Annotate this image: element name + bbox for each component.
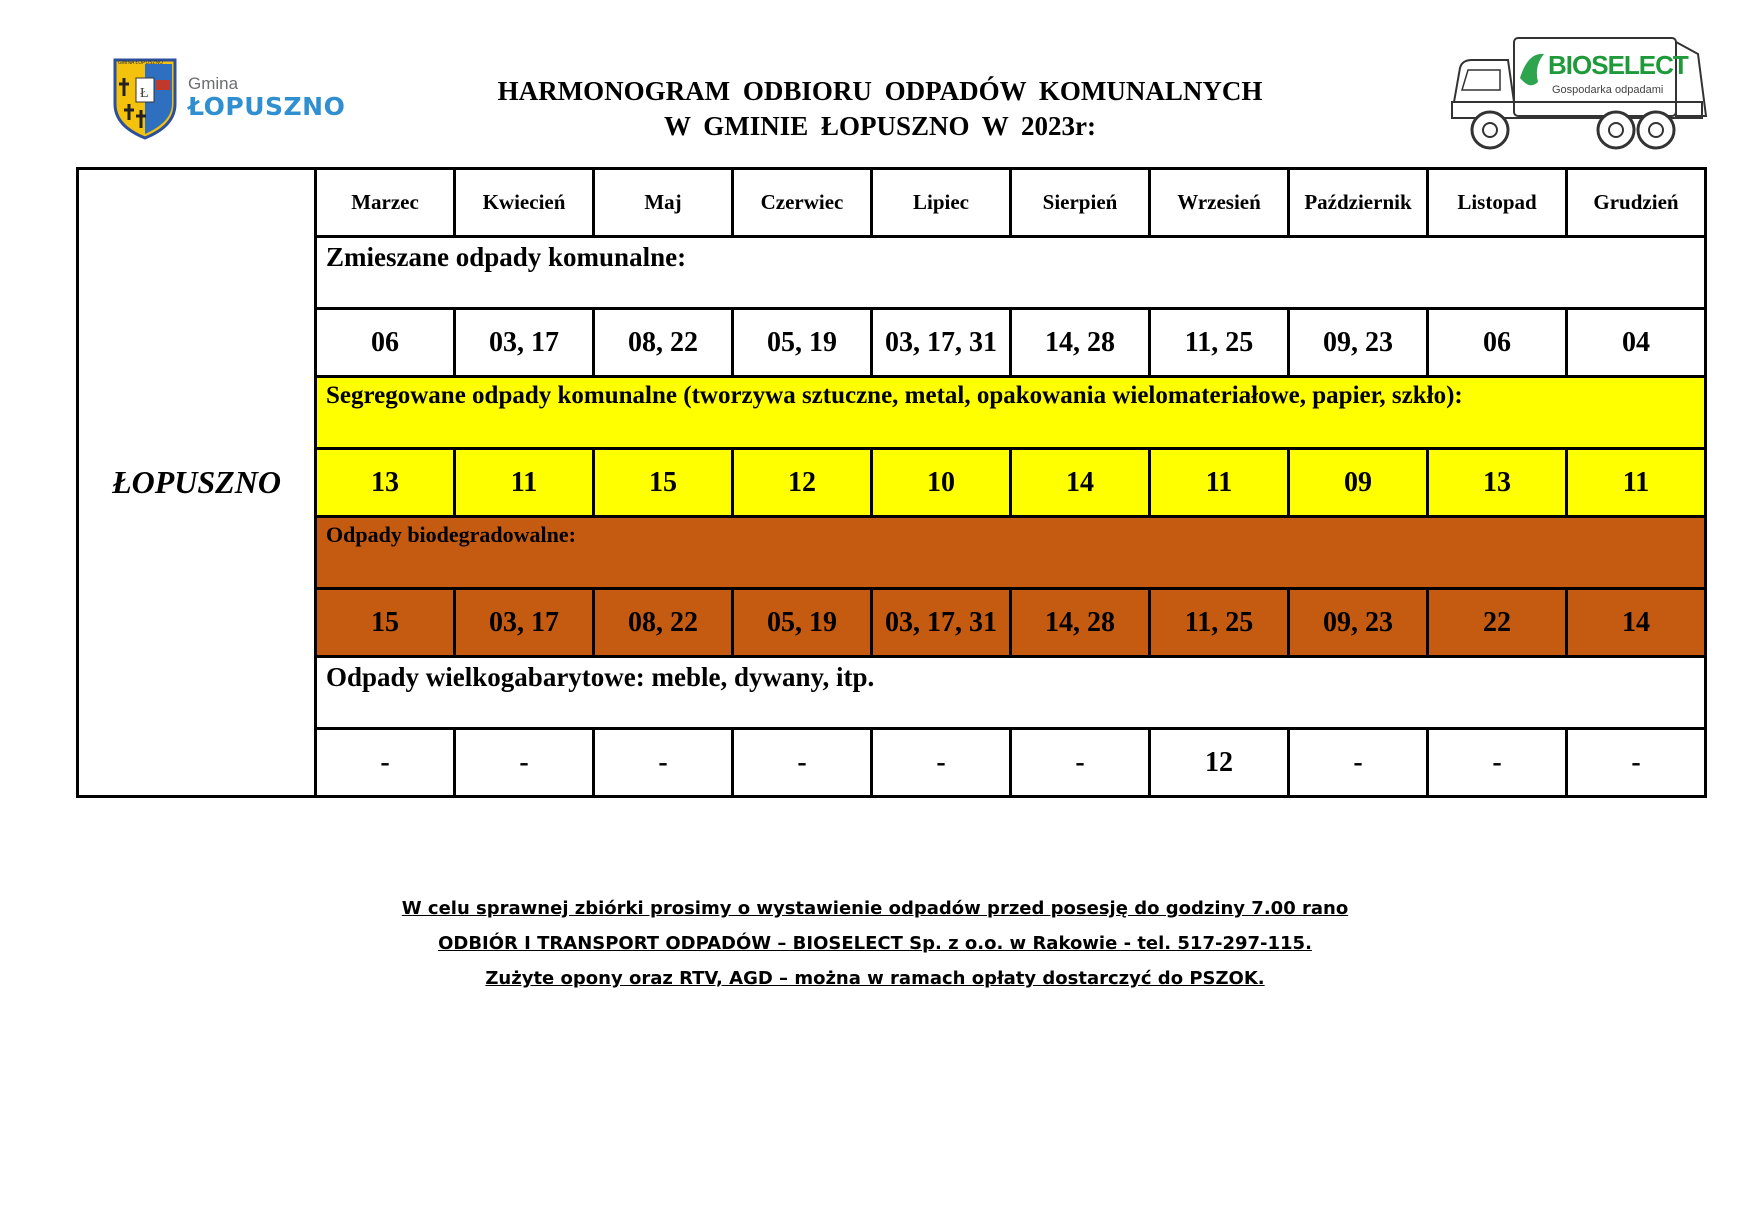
month-header: Lipiec [872,169,1011,237]
date-cell: - [1289,729,1428,797]
date-cell: 12 [733,449,872,517]
date-cell: 06 [316,309,455,377]
date-cell: 14 [1011,449,1150,517]
date-cell: 15 [316,589,455,657]
months-row [78,169,1706,237]
date-cell: 06 [1428,309,1567,377]
date-cell: 14 [1567,589,1706,657]
category-row-segregated [78,377,1706,449]
month-header: Sierpień [1011,169,1150,237]
logo-town-label: ŁOPUSZNO [188,92,346,121]
date-cell: 11 [455,449,594,517]
category-row-mixed [78,237,1706,309]
date-cell: - [733,729,872,797]
month-header: Marzec [316,169,455,237]
category-label-segregated: Segregowane odpady komunalne (tworzywa sztuczne, metal, opakowania wielomateriałowe, papier, szkło): [316,377,1706,449]
date-cell: 09, 23 [1289,589,1428,657]
date-cell: 03, 17, 31 [872,309,1011,377]
svg-text:Ł: Ł [140,86,149,101]
logo-top-text: GMINA ŁOPUSZNO [118,60,164,66]
bioselect-subtitle: Gospodarka odpadami [1552,84,1664,96]
date-cell: - [316,729,455,797]
document-title [400,74,1360,144]
dates-row-bulky [78,729,1706,797]
month-header: Maj [594,169,733,237]
date-cell: 11, 25 [1150,589,1289,657]
month-header: Październik [1289,169,1428,237]
month-header: Wrzesień [1150,169,1289,237]
note-line: Zużyte opony oraz RTV, AGD – można w ramach opłaty dostarczyć do PSZOK. [485,968,1265,989]
date-cell: 14, 28 [1011,309,1150,377]
date-cell: - [1011,729,1150,797]
date-cell: 03, 17 [455,309,594,377]
date-cell: 09 [1289,449,1428,517]
date-cell: 08, 22 [594,589,733,657]
date-cell: - [872,729,1011,797]
date-cell: 11 [1567,449,1706,517]
category-label-bulky: Odpady wielkogabarytowe: meble, dywany, itp. [316,657,1706,729]
category-label-bio: Odpady biodegradowalne: [316,517,1706,589]
date-cell: 09, 23 [1289,309,1428,377]
place-name: ŁOPUSZNO [78,169,316,797]
footer-notes [300,898,1450,1003]
date-cell: 12 [1150,729,1289,797]
date-cell: 10 [872,449,1011,517]
date-cell: 08, 22 [594,309,733,377]
date-cell: - [1428,729,1567,797]
date-cell: 04 [1567,309,1706,377]
category-label-mixed: Zmieszane odpady komunalne: [316,237,1706,309]
date-cell: 05, 19 [733,589,872,657]
month-header: Listopad [1428,169,1567,237]
dates-row-bio [78,589,1706,657]
category-row-bulky [78,657,1706,729]
date-cell: - [594,729,733,797]
date-cell: 03, 17, 31 [872,589,1011,657]
dates-row-segregated [78,449,1706,517]
date-cell: 14, 28 [1011,589,1150,657]
date-cell: 15 [594,449,733,517]
logo-gmina-label: Gmina [188,74,239,93]
gmina-lopuszno-logo [112,56,362,146]
date-cell: 11 [1150,449,1289,517]
date-cell: 11, 25 [1150,309,1289,377]
month-header: Kwiecień [455,169,594,237]
date-cell: 13 [316,449,455,517]
title-line-1: HARMONOGRAM ODBIORU ODPADÓW KOMUNALNYCH [497,76,1263,106]
coat-of-arms-icon [112,56,178,140]
category-row-bio [78,517,1706,589]
month-header: Czerwiec [733,169,872,237]
date-cell: - [1567,729,1706,797]
note-line: W celu sprawnej zbiórki prosimy o wystawienie odpadów przed posesję do godziny 7.00 rano [401,898,1349,919]
collection-schedule-table [76,167,1707,798]
date-cell: 03, 17 [455,589,594,657]
title-line-2: W GMINIE ŁOPUSZNO W 2023r: [663,111,1097,141]
date-cell: 05, 19 [733,309,872,377]
bioselect-truck-logo [1450,32,1712,154]
date-cell: - [455,729,594,797]
month-header: Grudzień [1567,169,1706,237]
date-cell: 13 [1428,449,1567,517]
dates-row-mixed [78,309,1706,377]
date-cell: 22 [1428,589,1567,657]
note-line: ODBIÓR I TRANSPORT ODPADÓW – BIOSELECT Sp. z o.o. w Rakowie - tel. 517-297-115. [438,933,1312,954]
bioselect-brand: BIOSELECT [1548,50,1688,80]
